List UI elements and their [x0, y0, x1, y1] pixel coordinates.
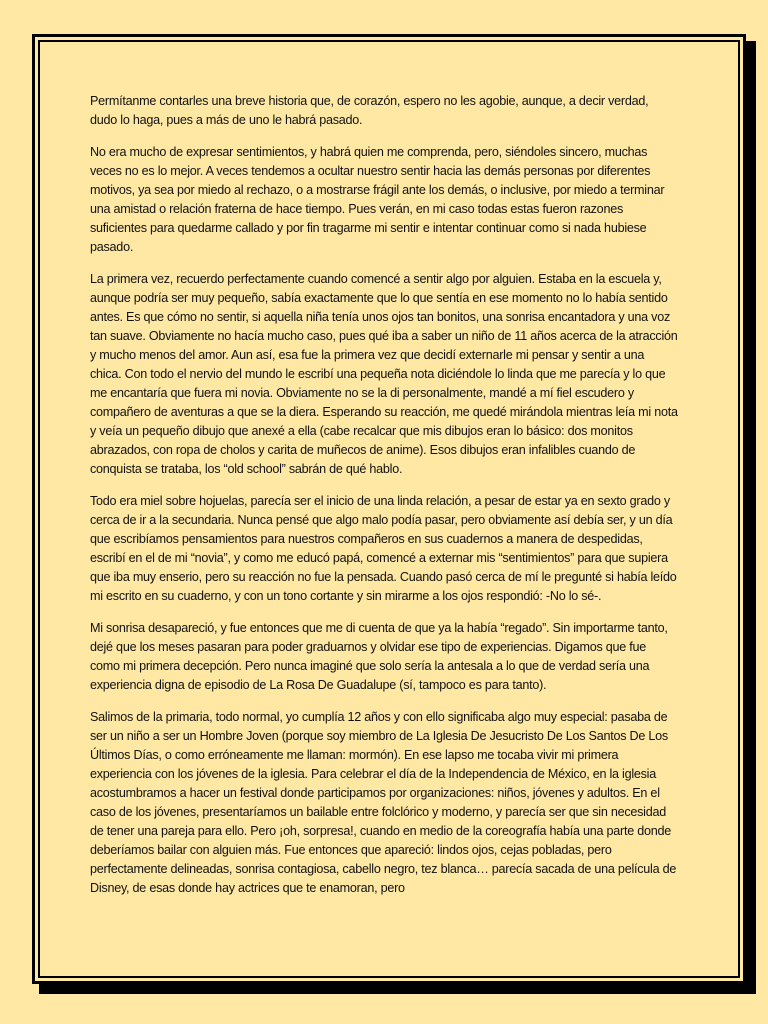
document-body — [90, 92, 678, 911]
paragraph-5: Mi sonrisa desapareció, y fue entonces que me di cuenta de que ya la había “regado”. Sin importarme tanto, dejé que los meses pasaran para poder graduarnos y olvidar ese tipo de experiencias. Digamos que fue como mi primera decepción. Pero nunca imaginé que solo sería la antesala a lo que de verdad sería una experiencia digna de episodio de La Rosa De Guadalupe (sí, tampoco es para tanto). — [90, 621, 668, 692]
paragraph-4: Todo era miel sobre hojuelas, parecía ser el inicio de una linda relación, a pesar de estar ya en sexto grado y cerca de ir a la secundaria. Nunca pensé que algo malo podía pasar, pero obviamente así debía ser, y un día que escribíamos pensamientos para nuestros compañeros en sus cuadernos a manera de despedidas, escribí en el de mi “novia”, y como me educó papá, comencé a externar mis “sentimientos” para que supiera que iba muy enserio, pero su reacción no fue la pensada. Cuando pasó cerca de mí le pregunté si había leído mi escrito en su cuaderno, y con un tono cortante y sin mirarme a los ojos respondió: -No lo sé-. — [90, 494, 677, 603]
paragraph-1: Permítanme contarles una breve historia que, de corazón, espero no les agobie, aunque, a decir verdad, dudo lo haga, pues a más de uno le habrá pasado. — [90, 94, 649, 127]
paragraph-3: La primera vez, recuerdo perfectamente cuando comencé a sentir algo por alguien. Estaba en la escuela y, aunque podría ser muy pequeño, sabía exactamente que lo que sentía en ese momento no lo había sentido antes. Es que cómo no sentir, si aquella niña tenía unos ojos tan bonitos, una sonrisa encantadora y una voz tan suave. Obviamente no hacía mucho caso, pues qué iba a saber un niño de 11 años acerca de la atracción y mucho menos del amor. Aun así, esa fue la primera vez que decidí externarle mi pensar y sentir a una chica. Con todo el nervio del mundo le escribí una pequeña nota diciéndole lo linda que me parecía y lo que me encantaría que fuera mi novia. Obviamente no se la di personalmente, mandé a mí fiel escudero y compañero de aventuras a que se la diera. Esperando su reacción, me quedé mirándola mientras leía mi nota y veía un pequeño dibujo que anexé a ella (cabe recalcar que mis dibujos eran lo básico: dos monitos abrazados, con ropa de cholos y carita de muñecos de anime). Esos dibujos eran infalibles cuando de conquista se trataba, los “old school” sabrán de qué hablo. — [90, 272, 678, 476]
paragraph-2: No era mucho de expresar sentimientos, y habrá quien me comprenda, pero, siéndoles sincero, muchas veces no es lo mejor. A veces tendemos a ocultar nuestro sentir hacia las demás personas por diferentes motivos, ya sea por miedo al rechazo, o a mostrarse frágil ante los demás, o inclusive, por miedo a terminar una amistad o relación fraterna de hace tiempo. Pues verán, en mi caso todas estas fueron razones suficientes para quedarme callado y por fin tragarme mi sentir e intentar continuar como si nada hubiese pasado. — [90, 145, 665, 254]
paragraph-6: Salimos de la primaria, todo normal, yo cumplía 12 años y con ello significaba algo muy especial: pasaba de ser un niño a ser un Hombre Joven (porque soy miembro de La Iglesia De Jesucristo De Los Santos De Los Últimos Días, o como erróneamente me llaman: mormón). En ese lapso me tocaba vivir mi primera experiencia con los jóvenes de la iglesia. Para celebrar el día de la Independencia de México, en la iglesia acostumbramos a hacer un festival donde participamos por organizaciones: niños, jóvenes y adultos. En el caso de los jóvenes, presentaríamos un bailable entre folclórico y moderno, y parecía ser que sin necesidad de tener una pareja para ello. Pero ¡oh, sorpresa!, cuando en medio de la coreografía había una parte donde deberíamos bailar con alguien más. Fue entonces que apareció: lindos ojos, cejas pobladas, pero perfectamente delineadas, sonrisa contagiosa, cabello negro, tez blanca… parecía sacada de una película de Disney, de esas donde hay actrices que te enamoran, pero — [90, 710, 677, 895]
